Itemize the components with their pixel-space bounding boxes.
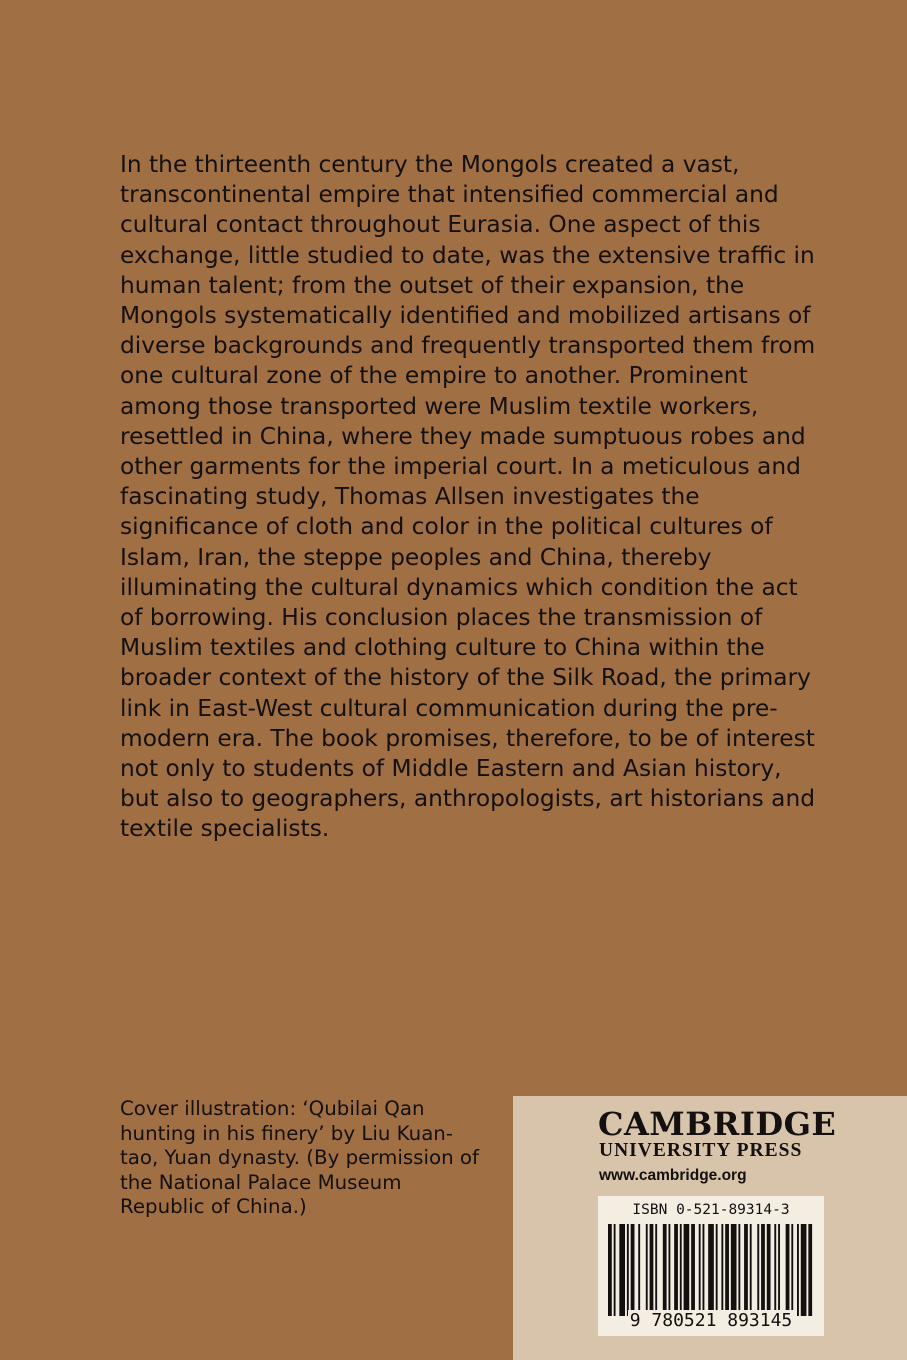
barcode-bar <box>708 1224 714 1316</box>
barcode-bar <box>761 1224 765 1316</box>
barcode-bar <box>668 1224 670 1316</box>
barcode-box <box>598 1196 824 1336</box>
barcode-bar <box>638 1224 640 1316</box>
barcode-bar <box>663 1224 667 1316</box>
barcode-bar <box>778 1224 780 1316</box>
barcode-bar <box>703 1224 705 1316</box>
barcode-bar <box>608 1224 612 1316</box>
publisher-name: CAMBRIDGE <box>598 1105 837 1143</box>
barcode-bar <box>738 1224 740 1316</box>
barcode-bar <box>731 1224 737 1316</box>
barcode-bar <box>699 1224 701 1316</box>
barcode-bar <box>791 1224 793 1316</box>
cover-illustration-caption: Cover illustration: ‘Qubilai Qan hunting in his finery’ by Liu Kuan-tao, Yuan dynasty. (By permission of the National Palace Museum Republic of China.) <box>120 1097 479 1219</box>
blurb-text: In the thirteenth century the Mongols created a vast, transcontinental empire that intensified commercial and cultural contact throughout Eurasia. One aspect of this exchange, little studied to date, was the extensive traffic in human talent; from the outset of their expansion, the Mongols systematically identified and mobilized artisans of diverse backgrounds and frequently transported them from one cultural zone of the empire to another. Prominent among those transported were Muslim textile workers, resettled in China, where they made sumptuous robes and other garments for the imperial court. In a meticulous and fascinating study, Thomas Allsen investigates the significance of cloth and color in the political cultures of Islam, Iran, the steppe peoples and China, thereby illuminating the cultural dynamics which condition the act of borrowing. His conclusion places the transmission of Muslim textiles and clothing culture to China within the broader context of the history of the Silk Road, the primary link in East-West cultural communication during the pre-modern era. The book promises, therefore, to be of interest not only to students of Middle Eastern and Asian history, but also to geographers, anthropologists, art historians and textile specialists. <box>120 151 816 843</box>
isbn-number: ISBN 0-521-89314-3 <box>632 1202 790 1218</box>
barcode-bar <box>808 1224 812 1316</box>
publisher-panel <box>513 1096 907 1360</box>
barcode-bar <box>757 1224 759 1316</box>
publisher-subname: UNIVERSITY PRESS <box>599 1140 803 1161</box>
barcode-bar <box>619 1224 625 1316</box>
barcode-bar <box>721 1224 723 1316</box>
barcode-bar <box>797 1224 799 1316</box>
barcode-bar <box>614 1224 616 1316</box>
barcode-bar <box>725 1224 729 1316</box>
barcode-digits-row <box>598 1310 824 1332</box>
barcode-bar <box>631 1224 635 1316</box>
barcode-bar <box>674 1224 678 1316</box>
barcode-bar <box>684 1224 690 1316</box>
barcode-bar <box>767 1224 771 1316</box>
barcode-bar <box>750 1224 752 1316</box>
barcode-bar <box>744 1224 748 1316</box>
barcode-bar <box>655 1224 657 1316</box>
barcode-bar <box>691 1224 695 1316</box>
barcode-bar <box>680 1224 682 1316</box>
publisher-url: www.cambridge.org <box>599 1167 747 1184</box>
barcode-bar <box>716 1224 718 1316</box>
barcode-bar <box>786 1224 790 1316</box>
barcode-bar <box>646 1224 648 1316</box>
barcode-bar <box>774 1224 776 1316</box>
barcode-bars <box>604 1224 818 1316</box>
barcode-digits: 9 780521 893145 <box>629 1310 793 1331</box>
barcode-bar <box>627 1224 629 1316</box>
barcode-bar <box>801 1224 807 1316</box>
barcode-bar <box>650 1224 654 1316</box>
